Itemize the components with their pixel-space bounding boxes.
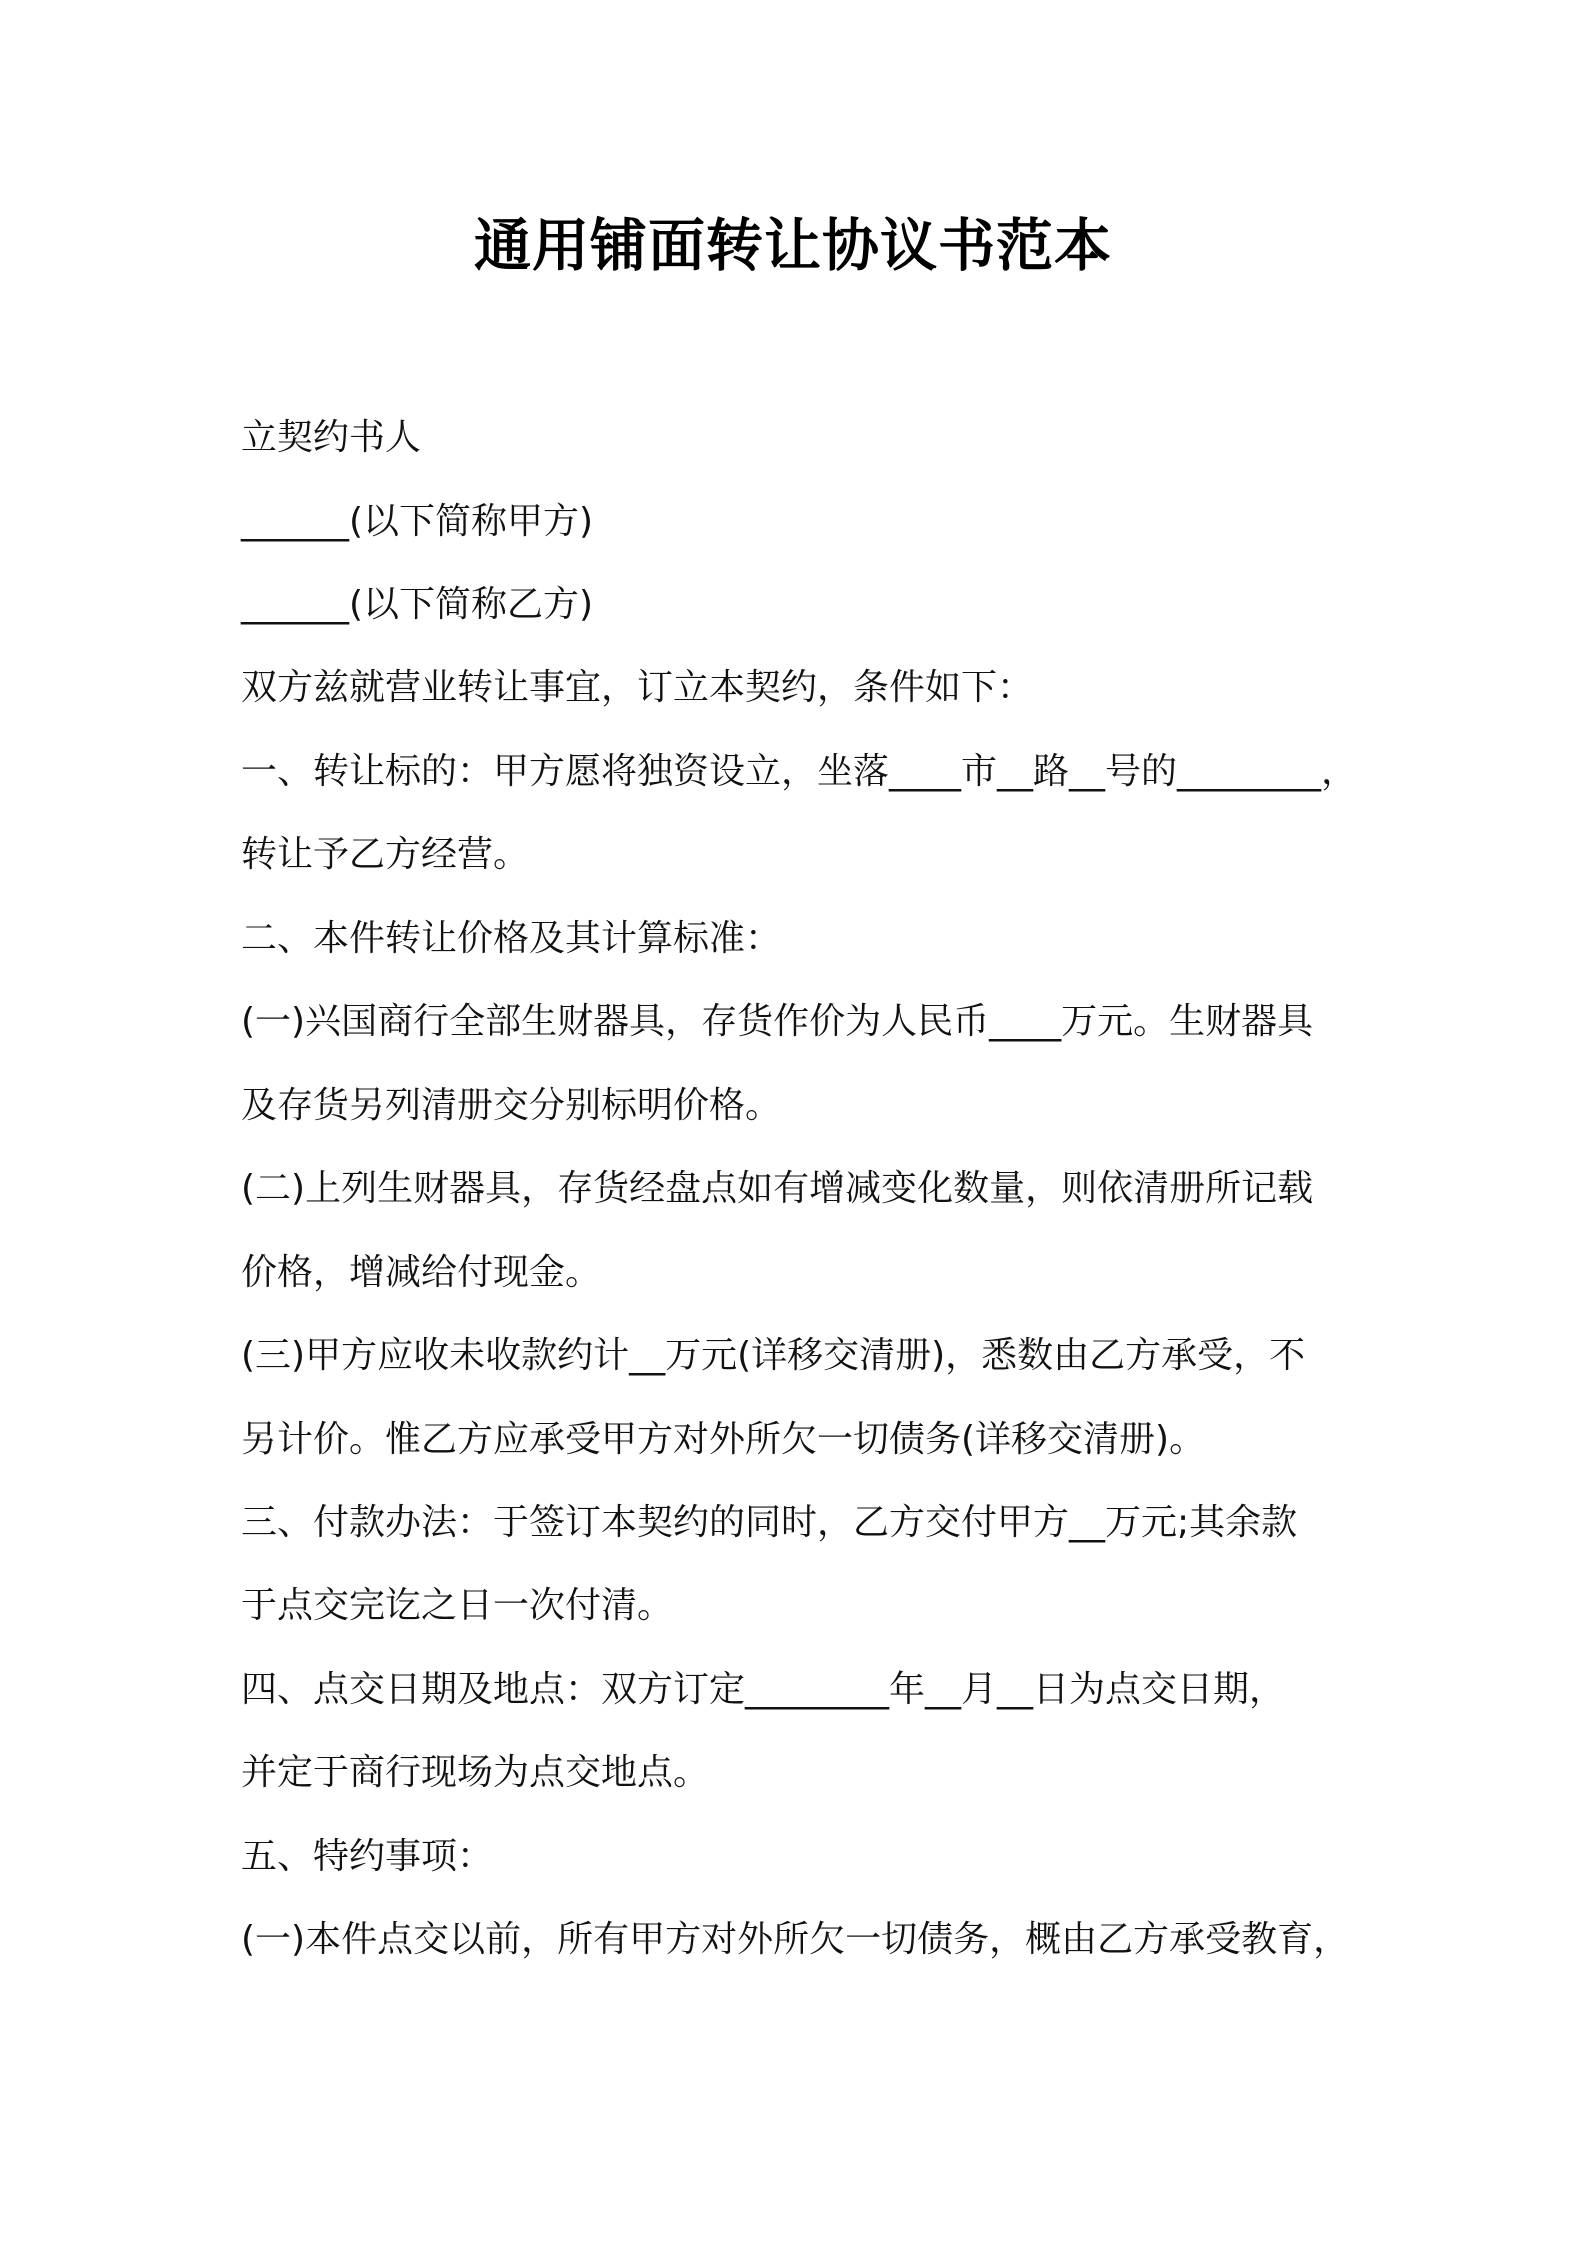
clause-1-line-1: 一、转让标的：甲方愿将独资设立，坐落____市__路__号的________， (241, 751, 1358, 792)
clause-1-line-2: 转让予乙方经营。 (241, 834, 530, 875)
clause-5-heading: 五、特约事项： (241, 1836, 494, 1877)
party-b-line: ______(以下简称乙方) (241, 584, 594, 625)
clause-2-1-line-1: (一)兴国商行全部生财器具，存货作价为人民币____万元。生财器具 (241, 1001, 1314, 1042)
clause-2-2-line-1: (二)上列生财器具，存货经盘点如有增减变化数量，则依清册所记载 (241, 1168, 1314, 1209)
clause-2-heading: 二、本件转让价格及其计算标准： (241, 918, 782, 959)
clause-3-line-2: 于点交完讫之日一次付清。 (241, 1585, 674, 1626)
clause-2-3-line-1: (三)甲方应收未收款约计__万元(详移交清册)，悉数由乙方承受，不 (241, 1335, 1306, 1376)
contract-party-heading: 立契约书人 (241, 417, 422, 458)
clause-2-3-line-2: 另计价。惟乙方应承受甲方对外所欠一切债务(详移交清册)。 (241, 1419, 1206, 1460)
party-a-line: ______(以下简称甲方) (241, 501, 594, 542)
clause-4-line-1: 四、点交日期及地点：双方订定________年__月__日为点交日期， (241, 1669, 1286, 1710)
clause-2-1-line-2: 及存货另列清册交分别标明价格。 (241, 1085, 782, 1126)
preamble-line: 双方兹就营业转让事宜，订立本契约，条件如下： (241, 667, 1034, 708)
clause-4-line-2: 并定于商行现场为点交地点。 (241, 1752, 710, 1793)
clause-3-line-1: 三、付款办法：于签订本契约的同时，乙方交付甲方__万元;其余款 (241, 1502, 1298, 1543)
clause-5-1-line-1: (一)本件点交以前，所有甲方对外所欠一切债务，概由乙方承受教育， (241, 1919, 1350, 1960)
document-title: 通用铺面转让协议书范本 (474, 213, 1112, 279)
clause-2-2-line-2: 价格，增减给付现金。 (241, 1252, 602, 1293)
